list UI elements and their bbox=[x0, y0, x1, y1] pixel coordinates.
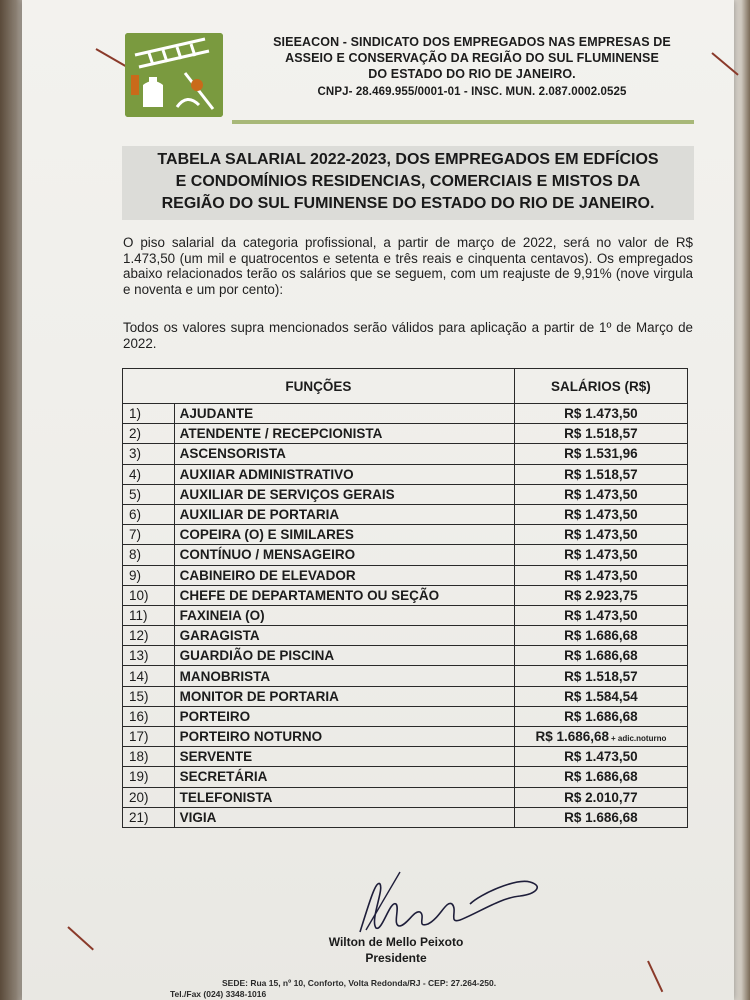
row-salary bbox=[514, 706, 687, 726]
row-salary bbox=[514, 646, 687, 666]
footer-address bbox=[170, 978, 630, 1000]
title-line1: TABELA SALARIAL 2022-2023, DOS EMPREGADOS EM EDFÍCIOS bbox=[157, 151, 659, 168]
row-salary-text: R$ 1.473,50 bbox=[564, 567, 638, 583]
row-salary bbox=[514, 545, 687, 565]
header-divider bbox=[232, 120, 694, 124]
row-salary-text: R$ 1.518,57 bbox=[564, 466, 638, 482]
header-salaries: SALÁRIOS (R$) bbox=[514, 369, 687, 404]
table-row bbox=[123, 444, 688, 464]
row-salary bbox=[514, 767, 687, 787]
row-salary-text: R$ 1.686,68 bbox=[564, 708, 638, 724]
row-salary-text: R$ 1.584,54 bbox=[564, 688, 638, 704]
table-row bbox=[123, 504, 688, 524]
table-row bbox=[123, 807, 688, 827]
row-function-text: PORTEIRO bbox=[179, 708, 251, 724]
header-line2: ASSEIO E CONSERVAÇÃO DA REGIÃO DO SUL FLUMINENSE bbox=[285, 51, 659, 65]
row-number bbox=[123, 484, 175, 504]
row-function bbox=[174, 747, 514, 767]
table-row bbox=[123, 787, 688, 807]
row-salary bbox=[514, 747, 687, 767]
row-function-text: SECRETÁRIA bbox=[179, 769, 268, 785]
row-salary bbox=[514, 727, 687, 747]
row-number bbox=[123, 545, 175, 565]
row-function bbox=[174, 464, 514, 484]
row-salary-text: R$ 1.473,50 bbox=[564, 527, 638, 543]
row-number bbox=[123, 626, 175, 646]
table-row bbox=[123, 525, 688, 545]
row-function-text: FAXINEIA (O) bbox=[179, 607, 265, 623]
row-number-text: 6) bbox=[129, 507, 142, 523]
row-number bbox=[123, 686, 175, 706]
row-number-text: 2) bbox=[129, 426, 142, 442]
row-number-text: 7) bbox=[129, 527, 142, 543]
row-function-text: MONITOR DE PORTARIA bbox=[179, 688, 339, 704]
row-salary-text: R$ 1.473,50 bbox=[564, 406, 638, 422]
title-line3: REGIÃO DO SUL FUMINENSE DO ESTADO DO RIO DE JANEIRO. bbox=[161, 195, 655, 212]
row-number-text: 3) bbox=[129, 446, 142, 462]
row-function bbox=[174, 646, 514, 666]
table-row bbox=[123, 727, 688, 747]
table-row bbox=[123, 767, 688, 787]
title-line2: E CONDOMÍNIOS RESIDENCIAS, COMERCIAIS E MISTOS DA bbox=[175, 173, 641, 190]
row-function-text: CABINEIRO DE ELEVADOR bbox=[179, 567, 356, 583]
table-row bbox=[123, 464, 688, 484]
row-function bbox=[174, 727, 514, 747]
row-function-text: PORTEIRO NOTURNO bbox=[179, 729, 323, 745]
header-line1: SIEEACON - SINDICATO DOS EMPREGADOS NAS EMPRESAS DE bbox=[273, 35, 671, 49]
row-salary-text: R$ 1.473,50 bbox=[564, 486, 638, 502]
row-number-text: 5) bbox=[129, 486, 142, 502]
row-function-text: COPEIRA (O) E SIMILARES bbox=[179, 527, 354, 543]
row-salary-text: R$ 2.010,77 bbox=[564, 789, 638, 805]
row-function-text: VIGIA bbox=[179, 809, 217, 825]
footer-line1: SEDE: Rua 15, nº 10, Conforto, Volta Redonda/RJ - CEP: 27.264-250. bbox=[222, 978, 497, 988]
row-number-text: 9) bbox=[129, 567, 142, 583]
row-salary-text: R$ 1.686,68 bbox=[564, 769, 638, 785]
row-function bbox=[174, 626, 514, 646]
table-row bbox=[123, 646, 688, 666]
row-number bbox=[123, 464, 175, 484]
row-salary-text: R$ 1.473,50 bbox=[564, 749, 638, 765]
row-number-text: 4) bbox=[129, 466, 142, 482]
row-function-text: SERVENTE bbox=[179, 749, 253, 765]
table-row bbox=[123, 404, 688, 424]
row-function-text: AUXIIAR ADMINISTRATIVO bbox=[179, 466, 354, 482]
row-function bbox=[174, 706, 514, 726]
row-salary-text: R$ 1.473,50 bbox=[564, 547, 638, 563]
row-number bbox=[123, 404, 175, 424]
row-salary bbox=[514, 464, 687, 484]
row-function-text: AJUDANTE bbox=[179, 406, 254, 422]
row-number-text: 10) bbox=[129, 587, 149, 603]
union-logo bbox=[125, 33, 223, 117]
row-number bbox=[123, 444, 175, 464]
row-salary bbox=[514, 605, 687, 625]
row-salary bbox=[514, 525, 687, 545]
row-function-text: ATENDENTE / RECEPCIONISTA bbox=[179, 426, 383, 442]
table-header-row bbox=[123, 369, 688, 404]
row-function bbox=[174, 787, 514, 807]
row-salary-text: R$ 1.686,68 bbox=[535, 729, 610, 745]
row-number-text: 21) bbox=[129, 809, 149, 825]
header-functions: FUNÇÕES bbox=[123, 369, 515, 404]
row-salary bbox=[514, 686, 687, 706]
row-number bbox=[123, 525, 175, 545]
row-number bbox=[123, 807, 175, 827]
row-number-text: 20) bbox=[129, 789, 149, 805]
row-salary bbox=[514, 424, 687, 444]
row-number-text: 16) bbox=[129, 708, 149, 724]
table-row bbox=[123, 666, 688, 686]
row-number bbox=[123, 504, 175, 524]
row-salary bbox=[514, 666, 687, 686]
table-row bbox=[123, 565, 688, 585]
row-number bbox=[123, 767, 175, 787]
row-number bbox=[123, 605, 175, 625]
table-row bbox=[123, 605, 688, 625]
signer-name: Wilton de Mello Peixoto bbox=[328, 935, 464, 949]
row-number bbox=[123, 666, 175, 686]
row-salary-text: R$ 1.686,68 bbox=[564, 648, 638, 664]
row-function bbox=[174, 545, 514, 565]
row-number bbox=[123, 565, 175, 585]
table-row bbox=[123, 484, 688, 504]
row-number-text: 18) bbox=[129, 749, 149, 765]
row-number-text: 11) bbox=[129, 607, 148, 623]
row-function bbox=[174, 605, 514, 625]
row-number bbox=[123, 787, 175, 807]
row-salary-text: R$ 2.923,75 bbox=[564, 587, 638, 603]
row-salary-text: R$ 1.686,68 bbox=[564, 809, 638, 825]
row-number-text: 14) bbox=[129, 668, 149, 684]
row-function-text: TELEFONISTA bbox=[179, 789, 273, 805]
document-title bbox=[122, 146, 694, 220]
row-function-text: ASCENSORISTA bbox=[179, 446, 286, 462]
row-function bbox=[174, 767, 514, 787]
table-row bbox=[123, 686, 688, 706]
footer-line2: Tel./Fax (024) 3348-1016 bbox=[170, 989, 267, 999]
signer-role: Presidente bbox=[365, 951, 427, 965]
row-salary-text: R$ 1.686,68 bbox=[564, 628, 638, 644]
table-row bbox=[123, 706, 688, 726]
row-salary-note: + adic.noturno bbox=[611, 734, 667, 744]
table-row bbox=[123, 626, 688, 646]
union-header bbox=[232, 34, 712, 100]
row-salary bbox=[514, 626, 687, 646]
row-function bbox=[174, 565, 514, 585]
row-number bbox=[123, 424, 175, 444]
row-number-text: 13) bbox=[129, 648, 149, 664]
table-row bbox=[123, 747, 688, 767]
row-function bbox=[174, 666, 514, 686]
row-number-text: 12) bbox=[129, 628, 149, 644]
row-number bbox=[123, 585, 175, 605]
row-function bbox=[174, 504, 514, 524]
header-cnpj: CNPJ- 28.469.955/0001-01 - INSC. MUN. 2.087.0002.0525 bbox=[317, 86, 627, 98]
row-number bbox=[123, 727, 175, 747]
row-number-text: 8) bbox=[129, 547, 142, 563]
row-salary-text: R$ 1.473,50 bbox=[564, 507, 638, 523]
row-salary-text: R$ 1.518,57 bbox=[564, 426, 638, 442]
row-salary bbox=[514, 504, 687, 524]
row-number bbox=[123, 706, 175, 726]
row-number-text: 19) bbox=[129, 769, 149, 785]
row-function bbox=[174, 484, 514, 504]
signer-block bbox=[296, 934, 496, 966]
row-salary-text: R$ 1.473,50 bbox=[564, 607, 638, 623]
row-salary bbox=[514, 565, 687, 585]
intro-paragraph: O piso salarial da categoria profissional, a partir de março de 2022, será no valor de R$ 1.473,50 (um mil e quatrocentos e setenta e três reais e cinquenta centavos). Os empregados abaixo relacionados terão os salários que se seguem, com um reajuste de 9,91% (nove virgula e noventa e um por cento): bbox=[123, 235, 693, 297]
row-salary bbox=[514, 585, 687, 605]
row-number-text: 17) bbox=[129, 729, 149, 745]
row-function bbox=[174, 585, 514, 605]
row-salary bbox=[514, 484, 687, 504]
row-function-text: MANOBRISTA bbox=[179, 668, 271, 684]
header-line3: DO ESTADO DO RIO DE JANEIRO. bbox=[368, 67, 576, 81]
row-salary bbox=[514, 404, 687, 424]
row-function bbox=[174, 525, 514, 545]
row-function bbox=[174, 686, 514, 706]
table-row bbox=[123, 424, 688, 444]
row-salary bbox=[514, 444, 687, 464]
table-row bbox=[123, 545, 688, 565]
signature bbox=[330, 870, 570, 940]
row-salary bbox=[514, 787, 687, 807]
row-salary bbox=[514, 807, 687, 827]
row-number-text: 1) bbox=[129, 406, 142, 422]
row-number bbox=[123, 646, 175, 666]
row-salary-text: R$ 1.531,96 bbox=[564, 446, 638, 462]
row-function-text: GARAGISTA bbox=[179, 628, 260, 644]
row-salary-text: R$ 1.518,57 bbox=[564, 668, 638, 684]
row-number-text: 15) bbox=[129, 688, 149, 704]
row-function-text: CONTÍNUO / MENSAGEIRO bbox=[179, 547, 356, 563]
row-function-text: AUXILIAR DE PORTARIA bbox=[179, 507, 340, 523]
salary-table bbox=[122, 368, 688, 828]
row-function bbox=[174, 424, 514, 444]
row-function-text: GUARDIÃO DE PISCINA bbox=[179, 648, 335, 664]
row-function bbox=[174, 404, 514, 424]
row-function bbox=[174, 444, 514, 464]
row-function bbox=[174, 807, 514, 827]
table-row bbox=[123, 585, 688, 605]
row-function-text: AUXILIAR DE SERVIÇOS GERAIS bbox=[179, 486, 395, 502]
row-number bbox=[123, 747, 175, 767]
validity-paragraph: Todos os valores supra mencionados serão válidos para aplicação a partir de 1º de Março de 2022. bbox=[123, 320, 693, 351]
row-function-text: CHEFE DE DEPARTAMENTO OU SEÇÃO bbox=[179, 587, 440, 603]
